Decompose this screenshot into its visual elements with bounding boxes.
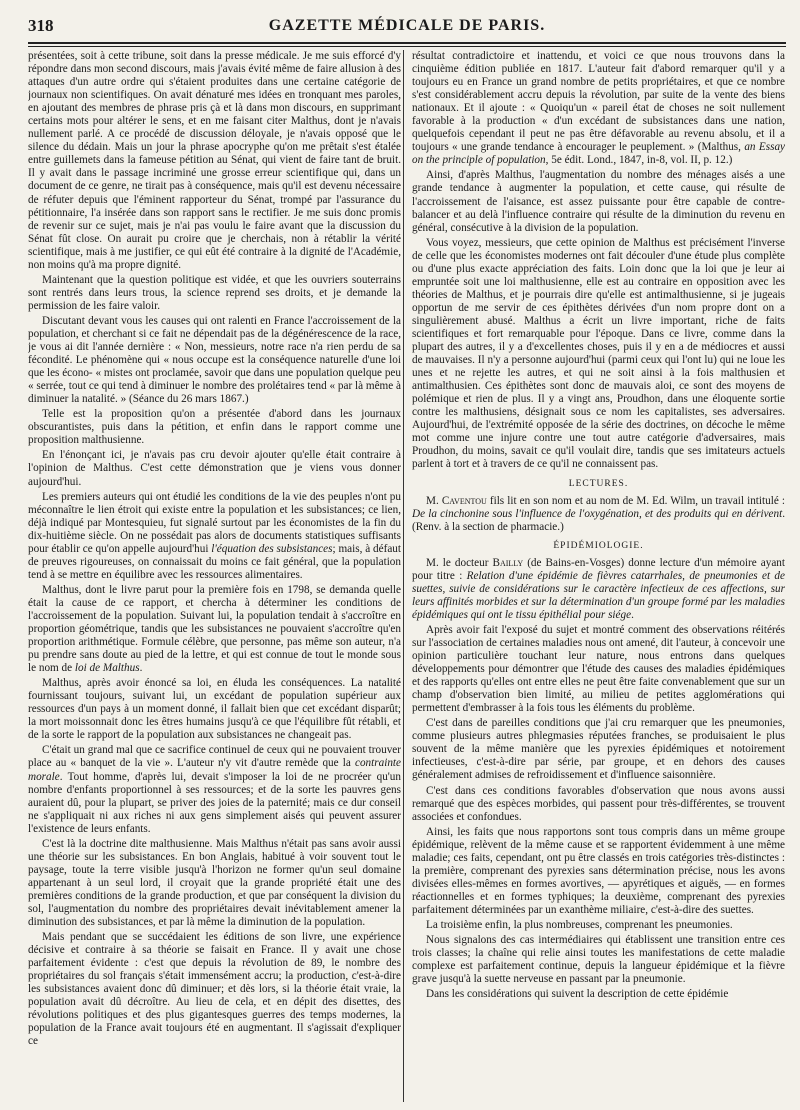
paragraph: Dans les considérations qui suivent la description de cette épidémie — [426, 988, 729, 1001]
header-rule — [28, 42, 786, 44]
text-run: . (Renv. à la section de pharmacie.) — [412, 507, 785, 533]
page-number: 318 — [28, 16, 54, 35]
author-name: M. Caventou — [426, 494, 487, 507]
section-heading-epidemiologie: ÉPIDÉMIOLOGIE. — [553, 540, 644, 551]
paragraph: présentées, soit à cette tribune, soit dans la presse médicale. Je me suis efforcé d'y répondre dans mon second discours, mais j'avais évité même de faire allusion à des attaques d'un autre ordre qui s'étaient produites dans une certaine catégorie de journaux non scientifiques. On avait dénaturé mes idées en tronquant mes paroles, en ajoutant des membres de phrase pris çà et là dans mon discours, en supprimant certains mots pour altérer le sens, et en me faisant citer Malthus, dont je n'avais nullement parlé. A ce procédé de discussion déloyale, je n'avais opposé que le silence du dédain. Mais un jour la phrase apocryphe qu'on me prêtait s'est étalée entre guillemets dans la fameuse pétition au Sénat, qui vient de faire tant de bruit. Il y avait dans le passage incriminé une grosse erreur scientifique qui, dans un document de ce genre, ne tirait pas à conséquence, mais qu'il est devenu nécessaire de réfuter depuis que l'éminent rapporteur du Sénat, trompé par l'assurance du pétitionnaire, l'a insérée dans son rapport sans le rectifier. Je me suis donc promis de revenir sur ce sujet, mais je n'ai pas voulu le faire avant que la discussion du Sénat fût close. On aurait pu croire que je cherchais, non à rétablir la vérité scientifique, mais à me justifier, ce qui eût été contraire à la dignité de l'Académie, non moins qu'à ma propre dignité. — [28, 50, 401, 271]
paragraph: Après avoir fait l'exposé du sujet et montré comment des observations réitérés sur l'association de certaines maladies nous ont amené, dit l'auteur, à concevoir une opinion particulière touchant leur nature, nous entrons dans quelques développements pour démontrer que l'étude des causes des maladies épidémiques et des rapports qu'elles ont entre elles ne peut être faite convenablement que sur un champ d'observation bien limité, au milieu de petites agglomérations qui permettent d'embrasser à la fois tous les éléments du problème. — [412, 623, 785, 715]
paragraph: Discutant devant vous les causes qui ont ralenti en France l'accroissement de la population, et cherchant si ce fait ne dépendait pas de la dégénérescence de la race, je vous ai dit l'année dernière : « Non, messieurs, notre race n'a rien perdu de sa fécondité. Le phénomène qui « nous occupe est la conséquence naturelle d'une loi que les écono- « mistes ont proclamée, savoir que dans une population quelque peu « serrée, tout ce qui tend à diminuer le nombre des prolétaires tend « par là même à diminuer la natalité. » (Séance du 26 mars 1867.) — [28, 314, 401, 406]
italic-title: De la cinchonine sous l'influence de l'oxygénation, et des produits qui en dérivent — [412, 507, 783, 520]
text-run: , 5e édit. Lond., 1847, in-8, vol. II, p. 12.) — [545, 154, 733, 167]
paragraph: La troisième enfin, la plus nombreuses, comprenant les pneumonies. — [426, 919, 733, 931]
paragraph — [412, 557, 785, 622]
text-run: . Tout homme, d'après lui, devait s'imposer la loi de ne procréer qu'un nombre d'enfants proportionnel à ses ressources; et de la sorte les pauvres gens auraient dû, pour la plupart, se priver des joies de la paternité; mais ce dur conseil ne s'appliquait ni aux riches ni aux gens simplement aisés qui peuvent assurer l'existence de leurs enfants. — [28, 770, 401, 835]
text-run: C'était un grand mal que ce sacrifice continuel de ceux qui ne pouvaient trouver place au « banquet de la vie ». L'auteur n'y vit d'autre remède que la — [28, 744, 401, 770]
paragraph: C'est là la doctrine dite malthusienne. Mais Malthus n'était pas sans avoir aussi une théorie sur les subsistances. En bon Anglais, habitué à voir souvent tout le paysage, toute la terre visible jusqu'à l'horizon ne former qu'un seul domaine appartenant à un seul lord, il croyait que la grande propriété était une des premières conditions de la grande production, et que par conséquent la division du sol, l'augmentation du nombre des propriétaires devait inévitablement amener la diminution des subsistances, et par là même la diminution de la population. — [28, 837, 401, 929]
text-run: résultat contradictoire et inattendu, et voici ce que nous trouvons dans la cinquième édition publiée en 1817. L'auteur fait d'abord remarquer qu'il y a toujours eu en France un grand nombre de petits propriétaires, et que ce nombre s'est considérablement accru depuis la révolution, par suite de la vente des biens nationaux. Et il ajoute : « Quoiqu'un « pareil état de choses ne soit nullement favorable à la production « d'un excédant de subsistances dans une nation, quelquefois cependant il peut ne pas être défavorable au revenu absolu, et il a toujours « une grande tendance à encourager le peuplement. » (Malthus, — [412, 50, 785, 154]
paragraph: Telle est la proposition qu'on a présentée d'abord dans les journaux obscurantistes, puis dans la pétition, et enfin dans le rapport comme une proposition malthusienne. — [28, 408, 401, 447]
paragraph — [28, 584, 401, 675]
section-heading-lectures: LECTURES. — [568, 478, 629, 489]
text-run: fils lit en son nom et au nom de M. Ed. Wilm, un travail intitulé : — [486, 494, 785, 507]
paragraph: Maintenant que la question politique est vidée, et que les ouvriers souterrains sont rentrés dans leurs trous, la science reprend ses droits, et je demande la permission de les faire valoir. — [28, 273, 401, 312]
italic-title: an Essay on the principle of population — [412, 141, 785, 167]
column-divider — [403, 50, 404, 1102]
paragraph — [412, 495, 785, 534]
italic-term: l'équation des subsistances — [211, 542, 333, 555]
paragraph: Nous signalons des cas intermédiaires qui établissent une transition entre ces trois classes; la chaîne qui relie ainsi toutes les manifestations de cette maladie complexe est parfaitement continue, depuis la langueur épidémique et la fièvre grave jusqu'à la suette nerveuse en passant par la pneumonie. — [412, 934, 785, 986]
text-run: ; mais, à défaut de preuves rigoureuses, on connaissait du moins ce fait général, que la population tend à se mettre en équilibre avec les ressources alimentaires. — [28, 542, 401, 581]
paragraph — [28, 491, 401, 582]
paragraph: C'est dans ces conditions favorables d'observation que nous avons aussi remarqué que des espèces morbides, qui passent pour très-différentes, se trouvent associées et confondues. — [412, 784, 785, 823]
italic-title: Relation d'une épidémie de fièvres catarrhales, de pneumonies et de suettes, suivie de considérations sur le caractère infectieux de ces affections, sur leurs affinités morbides et sur la détermination d'un groupe formé par les maladies épidémiques qui ont le tissu épithélial pour siége — [412, 569, 785, 621]
paragraph: Ainsi, les faits que nous rapportons sont tous compris dans un même groupe épidémique, relèvent de la même cause et se rapportent évidemment à une même maladie; ces faits, cependant, ont pu être classés en trois catégories très-distinctes : la première, comprenant des pyrexies sans détermination précise, nous les avons divisées elles-mêmes en formes avortives, — apyrétiques et aiguës, — en formes réactionnelles et en formes typhiques; la deuxième, comprenant des pyrexies parfaitement déterminées par un exanthème miliaire, c'est-à-dire des suettes. — [412, 825, 785, 916]
paragraph: Mais pendant que se succédaient les éditions de son livre, une expérience décisive et contraire à sa théorie se faisait en France. Il y avait une chose parfaitement évidente : c'est que depuis la révolution de 89, le nombre des propriétaires du sol français s'était immensément accru; la production, c'est-à-dire les subsistances avaient donc dû diminuer; et dès lors, si la théorie était vraie, la population avait dû décroître. Au lieu de cela, et en dépit des disettes, des révolutions politiques et des plus gigantesques guerres des temps modernes, la population de la France avait toujours été en augmentant. Il s'agissait d'expliquer ce — [28, 931, 401, 1048]
journal-title: GAZETTE MÉDICALE DE PARIS. — [268, 17, 546, 34]
right-column — [412, 50, 785, 1102]
author-name: Bailly — [492, 556, 524, 569]
text-run: . — [631, 608, 634, 621]
paragraph: Vous voyez, messieurs, que cette opinion de Malthus est précisément l'inverse de celle que les économistes modernes ont fait découler d'une étude plus complète ou d'une plus exacte appréciation des faits. Loin donc que la loi que je leur ai empruntée soit une loi malthusienne, elle est au contraire en opposition avec les théories de Malthus, et je pourrais dire qu'elle est antimalthusienne, si je jugeais opportun de me servir de ces épithètes dérivées d'un nom propre dont on a singulièrement abusé. Malthus a écrit un livre important, riche de faits scientifiques et fort remarquable pour l'époque. Dans ce livre, comme dans la plupart des autres, il y a d'excellentes choses, puis il y en a de médiocres et aussi de mauvaises. Il n'y a personne aujourd'hui (parmi ceux qui l'ont lu) qui ne loue les unes et ne rejette les autres, et qui ne soit ainsi à la fois malthusien et antimalthusien. Ces épithètes sont donc de mauvais aloi, ce sont des moyens de polémique et rien de plus. Il y a vingt ans, Proudhon, dans une éloquente sortie contre les malthusiens, désignait sous ce nom les capitalistes, ses adversaires. Aujourd'hui, de l'extrémité opposée de la série des doctrines, on décoche le même mot comme une injure contre une tout autre catégorie d'adversaires, mais Proudhon, du moins, savait ce qu'il voulait dire, tandis que ses imitateurs actuels parlent à tort et à travers de ce qu'il ne connaissent pas. — [412, 236, 785, 471]
paragraph: En l'énonçant ici, je n'avais pas cru devoir ajouter qu'elle était contraire à l'opinion de Malthus. C'est cette démonstration que je viens vous donner aujourd'hui. — [28, 449, 401, 488]
text-run: Malthus, dont le livre parut pour la première fois en 1798, se demanda quelle était la cause de ce rapport, et chercha à déterminer les conditions de l'accroissement de la population. Suivant lui, la population tendait à s'accroître en proportion géométrique, tandis que les subsistances ne pouvaient s'accroître qu'en proportion arithmétique. Formule célèbre, que personne, pas même son auteur, n'a pu prendre sans doute au pied de la lettre, et qui est connue de tout le monde sous le nom de — [28, 583, 401, 675]
italic-term: contrainte morale — [28, 757, 401, 783]
header-rule-thin — [28, 46, 786, 47]
page-header — [28, 14, 786, 38]
paragraph: Ainsi, d'après Malthus, l'augmentation du nombre des ménages aisés a une grande tendance à augmenter la population, et cette cause, qui résulte de l'accroissement de l'aisance, est assez puissante pour être capable de contre-balancer et au delà l'influence contraire qui résulte de la diminution du revenu en général, consécutive à la division de la population. — [412, 169, 785, 234]
left-column — [28, 50, 401, 1102]
text-run: Les premiers auteurs qui ont étudié les conditions de la vie des peuples n'ont pu méconnaître le lien étroit qui existe entre la population et les subsistances; ce lien, déjà indiqué par Montesquieu, fut signalé surtout par les économistes de la fin du dix-huitième siècle. On ne possédait pas alors de documents statistiques suffisants pour établir ce qu'on appelle aujourd'hui — [28, 490, 401, 555]
text-run: . — [139, 662, 143, 675]
italic-term: loi de Malthus — [74, 662, 140, 675]
text-run: (de Bains-en-Vosges) donne lecture d'un mémoire ayant pour titre : — [412, 556, 785, 582]
paragraph: C'est dans de pareilles conditions que j'ai cru remarquer que les pneumonies, comme plusieurs autres phlegmasies réputées franches, se produisaient le plus souvent de la même manière que les pyrexies épidémiques et notoirement infectieuses, c'est-à-dire par série, par groupe, et en dehors des causes généralement admises de refroidissement et d'influence saisonnière. — [412, 717, 785, 782]
paragraph — [28, 744, 401, 835]
paragraph — [412, 50, 785, 167]
paragraph: Malthus, après avoir énoncé sa loi, en éluda les conséquences. La natalité fournissant toujours, suivant lui, un excédant de population supérieur aux ressources d'un pays à un moment donné, il fallait bien que cet excédant disparût; la mort moissonnait donc les êtres humains jusqu'à ce que l'équilibre fût rétabli, et de la sorte le rapport de la population aux subsistances ne changeait pas. — [28, 677, 401, 742]
text-run: M. le docteur — [426, 556, 493, 569]
